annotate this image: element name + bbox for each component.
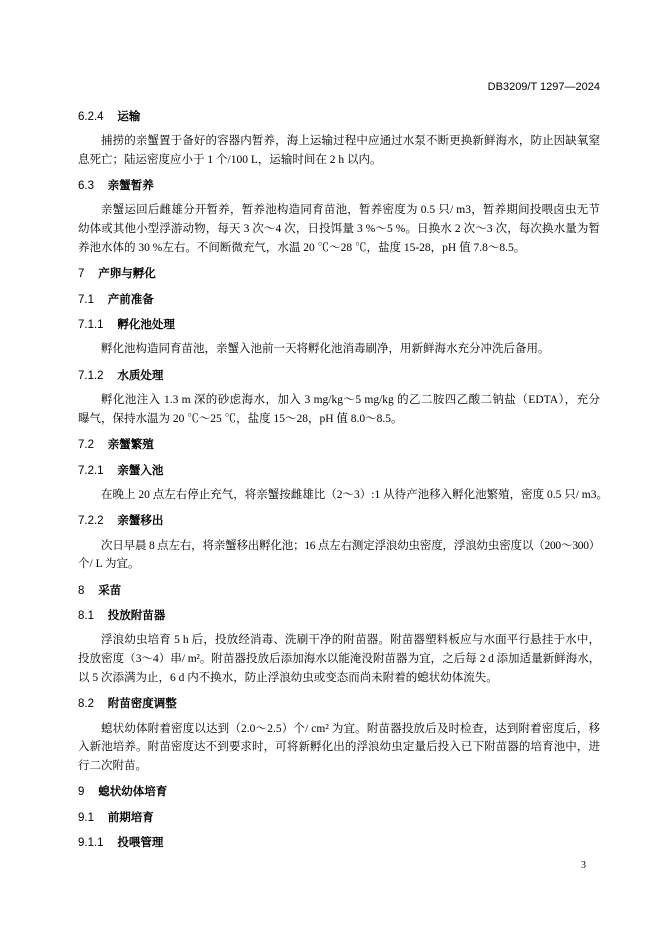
heading-number: 8 bbox=[78, 584, 85, 597]
paragraph-line: 浮浪幼虫培育 5 h 后，投放经消毒、洗刷干净的附苗器。附苗器塑料板应与水面平行悬挂于水中， bbox=[101, 634, 600, 647]
section-heading-9-1 bbox=[78, 808, 600, 827]
paragraph-collector-placement bbox=[78, 631, 600, 687]
paragraph-line: 以 5 次添满为止，6 d 内不换水，防止浮浪幼虫或变态而尚未附着的螅状幼体流失。 bbox=[78, 671, 498, 684]
heading-number: 6.2.4 bbox=[78, 110, 104, 123]
paragraph-line: 亲蟹运回后雌雄分开暂养，暂养池构造同育苗池，暂养密度为 0.5 只/ m3，暂养期间投喂卤虫无节 bbox=[101, 204, 600, 217]
heading-number: 7.2.1 bbox=[78, 464, 104, 477]
heading-number: 8.1 bbox=[78, 610, 94, 623]
paragraph-line: 在晚上 20 点左右停止充气，将亲蟹按雌雄比（2～3）:1 从待产池移入孵化池繁殖，密度 0.5 只/ m3。 bbox=[101, 488, 608, 501]
paragraph-broodstock-stocking bbox=[78, 486, 608, 505]
heading-title: 投喂管理 bbox=[117, 835, 164, 850]
paragraph-broodstock-removal bbox=[78, 537, 600, 574]
heading-number: 9.1.1 bbox=[78, 837, 104, 850]
paragraph-broodstock-holding bbox=[78, 201, 600, 257]
paragraph-line: 幼体或其他小型浮游动物，每天 3 次～4 次，日投饵量 3 %～5 %。日换水 2 次～3 次，每次换水量为暂 bbox=[78, 223, 600, 236]
section-heading-8-2 bbox=[78, 694, 600, 713]
section-heading-6-2-4 bbox=[78, 107, 600, 126]
section-heading-7-2-2 bbox=[78, 511, 600, 530]
heading-title: 亲蟹移出 bbox=[117, 513, 164, 528]
heading-number: 8.2 bbox=[78, 698, 94, 711]
section-heading-9 bbox=[78, 782, 600, 801]
heading-title: 亲蟹繁殖 bbox=[107, 437, 154, 452]
heading-number: 7.1.1 bbox=[78, 318, 104, 331]
standard-code-header: DB3209/T 1297—2024 bbox=[487, 81, 600, 93]
heading-title: 投放附苗器 bbox=[107, 608, 166, 623]
heading-title: 亲蟹入池 bbox=[117, 462, 164, 477]
heading-title: 运输 bbox=[117, 108, 141, 123]
paragraph-water-treatment bbox=[78, 391, 600, 428]
heading-title: 产卵与孵化 bbox=[98, 266, 156, 281]
heading-number: 7.1 bbox=[78, 293, 94, 306]
section-heading-8 bbox=[78, 581, 600, 600]
section-heading-7-2 bbox=[78, 435, 600, 454]
heading-number: 7.2.2 bbox=[78, 515, 104, 528]
section-heading-7-1-1 bbox=[78, 315, 600, 334]
paragraph-line: 息死亡；陆运密度应小于 1 个/100 L，运输时间在 2 h 以内。 bbox=[78, 153, 382, 166]
paragraph-line: 个/ L 为宜。 bbox=[78, 558, 140, 571]
paragraph-line: 曝气，保持水温为 20 ℃～25 ℃，盐度 15～28，pH 值 8.0～8.5。 bbox=[78, 412, 403, 425]
paragraph-line: 孵化池构造同育苗池，亲蟹入池前一天将孵化池消毒刷净，用新鲜海水充分冲洗后备用。 bbox=[101, 343, 550, 356]
paragraph-line: 养池水体的 30 %左右。不间断微充气，水温 20 ℃～28 ℃，盐度 15-28，pH 值 7.8～8.5。 bbox=[78, 241, 526, 254]
paragraph-line: 次日早晨 8 点左右，将亲蟹移出孵化池；16 点左右测定浮浪幼虫密度，浮浪幼虫密度以（200～300） bbox=[101, 539, 600, 552]
section-heading-7 bbox=[78, 264, 600, 283]
paragraph-hatching-pool bbox=[78, 340, 600, 359]
paragraph-line: 捕捞的亲蟹置于备好的容器内暂养，海上运输过程中应通过水泵不断更换新鲜海水，防止因缺氧窒 bbox=[101, 135, 600, 148]
heading-title: 采苗 bbox=[98, 582, 122, 597]
paragraph-density-adjustment bbox=[78, 720, 600, 776]
section-heading-9-1-1 bbox=[78, 833, 600, 852]
section-heading-8-1 bbox=[78, 606, 600, 625]
section-heading-6-3 bbox=[78, 176, 600, 195]
heading-number: 7.2 bbox=[78, 439, 94, 452]
section-heading-7-1-2 bbox=[78, 366, 600, 385]
heading-number: 6.3 bbox=[78, 180, 94, 193]
section-heading-7-2-1 bbox=[78, 461, 600, 480]
heading-title: 螅状幼体培育 bbox=[98, 784, 168, 799]
paragraph-line: 孵化池注入 1.3 m 深的砂虑海水，加入 3 mg/kg～5 mg/kg 的乙二胺四乙酸二钠盐（EDTA），充分 bbox=[101, 394, 600, 407]
heading-title: 附苗密度调整 bbox=[107, 696, 177, 711]
page-number: 3 bbox=[581, 860, 586, 871]
heading-title: 亲蟹暂养 bbox=[107, 178, 154, 193]
heading-number: 9 bbox=[78, 786, 85, 799]
heading-title: 孵化池处理 bbox=[117, 316, 175, 331]
heading-title: 前期培育 bbox=[107, 809, 154, 824]
paragraph-line: 行二次附苗。 bbox=[78, 759, 147, 772]
section-heading-7-1 bbox=[78, 290, 600, 309]
heading-title: 产前准备 bbox=[107, 291, 154, 306]
heading-number: 7.1.2 bbox=[78, 369, 104, 382]
document-body bbox=[78, 107, 608, 852]
paragraph-line: 投放密度（3～4）串/ m²。附苗器投放后添加海水以能淹没附苗器为宜，之后每 2 d 添加适量新鲜海水， bbox=[78, 653, 600, 666]
paragraph-line: 螅状幼体附着密度以达到（2.0～2.5）个/ cm² 为宜。附苗器投放后及时检查，达到附着密度后，移 bbox=[101, 722, 600, 735]
paragraph-transport bbox=[78, 132, 600, 169]
heading-title: 水质处理 bbox=[117, 367, 164, 382]
heading-number: 9.1 bbox=[78, 811, 94, 824]
heading-number: 7 bbox=[78, 268, 85, 281]
paragraph-line: 入新池培养。附苗密度达不到要求时，可将新孵化出的浮浪幼虫定量后投入已下附苗器的培育池中，进 bbox=[78, 741, 600, 754]
